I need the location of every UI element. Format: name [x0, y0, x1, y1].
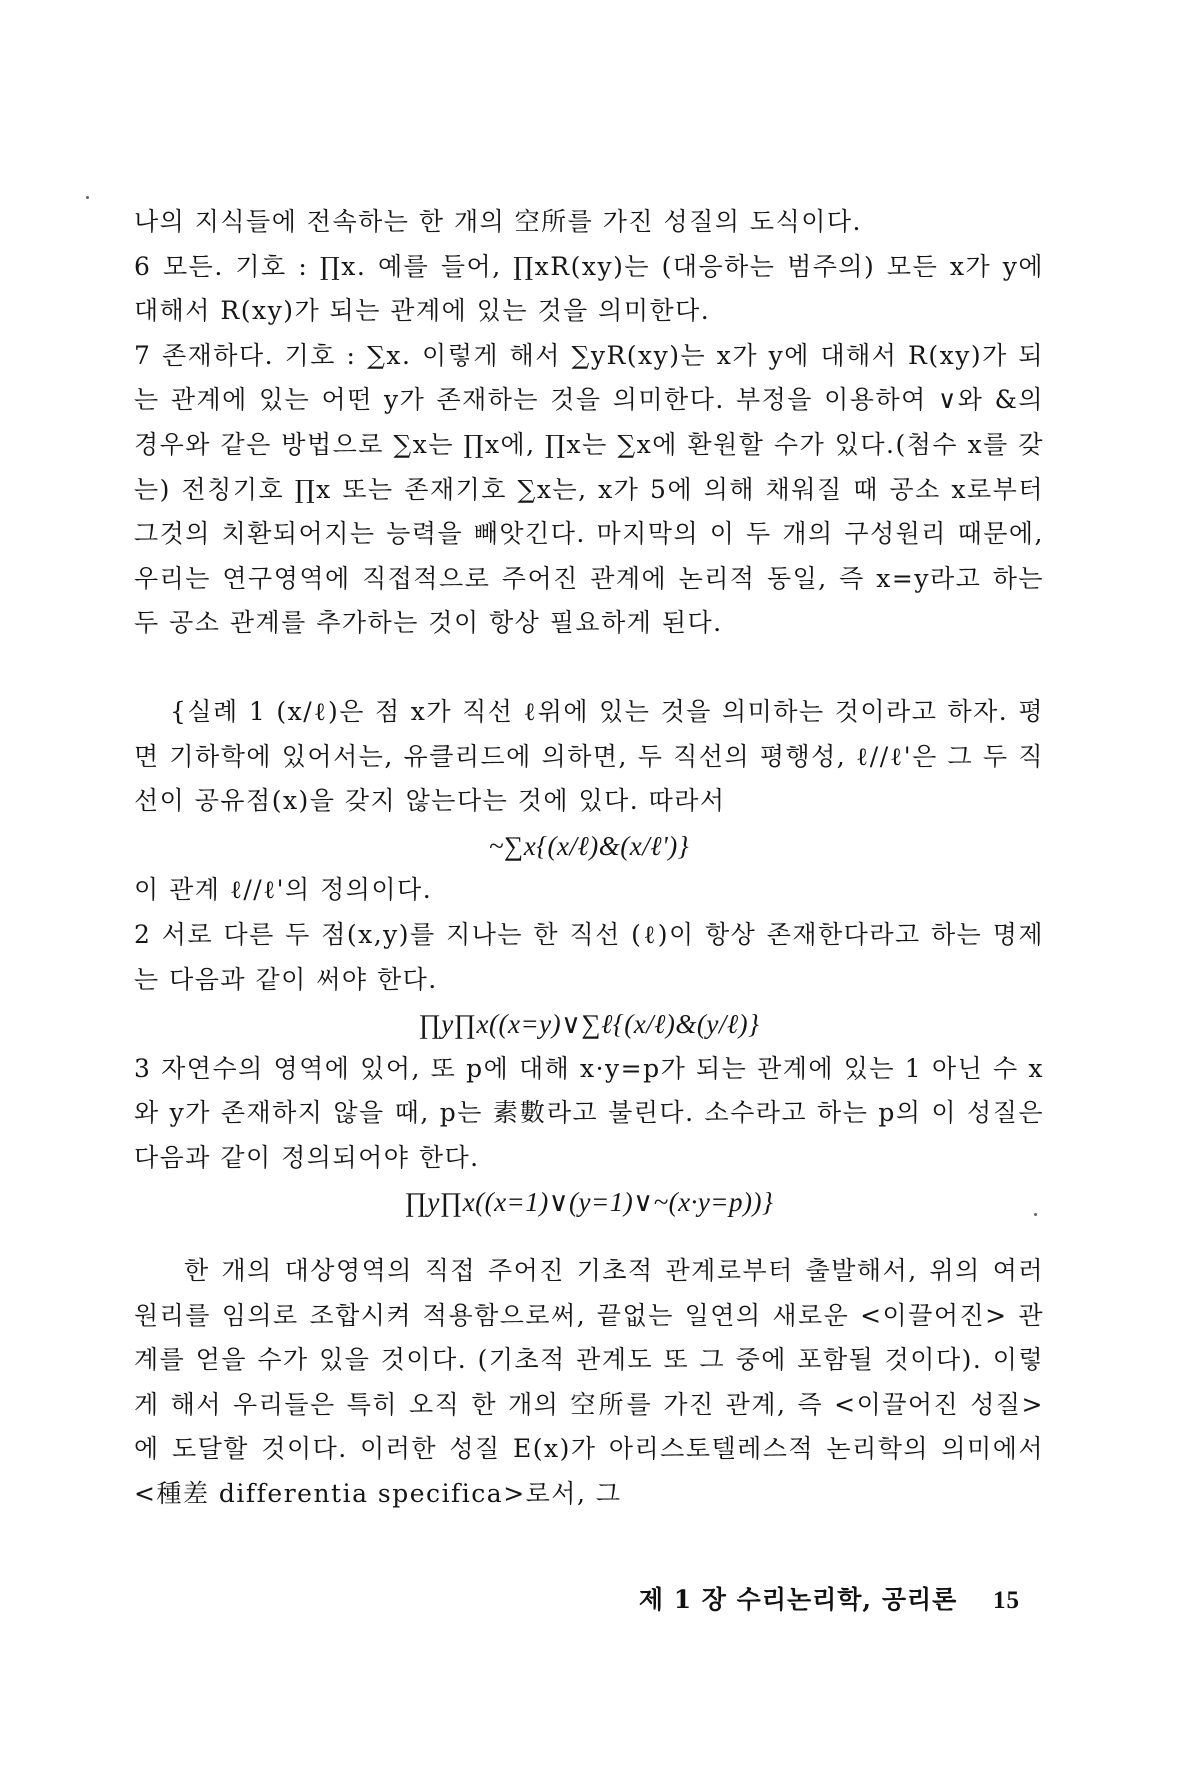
scan-speck — [1034, 1213, 1037, 1216]
formula-prime: ∏y∏x((x=1)∨(y=1)∨~(x·y=p))} — [404, 1187, 774, 1218]
page-number: 15 — [993, 1587, 1020, 1614]
body-text — [134, 200, 1044, 1517]
closing-paragraph: 한 개의 대상영역의 직접 주어진 기초적 관계로부터 출발해서, 위의 여러 원리를 임의로 조합시켜 적용함으로써, 끝없는 일연의 새로운 <이끌어진> 관계를 얻을 수가 있을 것이다. (기초적 관계도 또 그 중에 포함될 것이다). 이렇게 해서 우리들은 특히 오직 한 개의 空所를 가진 관계, 즉 <이끌어진 성질>에 도달할 것이다. 이러한 성질 E(x)가 아리스토텔레스적 논리학의 의미에서 <種差 differentia specifica>로서, 그 — [134, 1256, 1044, 1509]
paragraph-7-exists: 7 존재하다. 기호 : ∑x. 이렇게 해서 ∑yR(xy)는 x가 y에 대해서 R(xy)가 되는 관계에 있는 어떤 y가 존재하는 것을 의미한다. 부정을 이용하여 ∨와 &의 경우와 같은 방법으로 ∑x는 ∏x에, ∏x는 ∑x에 환원할 수가 있다.(첨수 x를 갖는) 전칭기호 ∏x 또는 존재기호 ∑x는, x가 5에 의해 채워질 때 공소 x로부터 그것의 치환되어지는 능력을 빼앗긴다. 마지막의 이 두 개의 구성원리 때문에, 우리는 연구영역에 직접적으로 주어진 관계에 논리적 동일, 즉 x=y라고 하는 두 공소 관계를 추가하는 것이 항상 필요하게 된다. — [134, 340, 1044, 638]
formula-parallel: ~∑x{(x/ℓ)&(x/ℓ')} — [488, 830, 690, 861]
page-footer — [600, 1580, 1020, 1616]
chapter-title: 제 1 장 수리논리학, 공리론 — [638, 1585, 958, 1614]
paragraph-6-all: 6 모든. 기호 : ∏x. 예를 들어, ∏xR(xy)는 (대응하는 범주의) 모든 x가 y에 대해서 R(xy)가 되는 관계에 있는 것을 의미한다. — [134, 251, 1044, 326]
example-1-conclusion: 이 관계 ℓ//ℓ'의 정의이다. — [134, 875, 433, 905]
scan-speck — [86, 196, 89, 199]
example-2-paragraph: 2 서로 다른 두 점(x,y)를 지나는 한 직선 (ℓ)이 항상 존재한다라고 하는 명제는 다음과 같이 써야 한다. — [134, 919, 1044, 994]
example-3-paragraph: 3 자연수의 영역에 있어, 또 p에 대해 x·y=p가 되는 관계에 있는 1 아닌 수 x와 y가 존재하지 않을 때, p는 素數라고 불린다. 소수라고 하는 p의 이 성질은 다음과 같이 정의되어야 한다. — [134, 1053, 1044, 1172]
formula-line-existence: ∏y∏x((x=y)∨∑ℓ{(x/ℓ)&(y/ℓ)} — [418, 1009, 760, 1040]
paragraph-continuation: 나의 지식들에 전속하는 한 개의 空所를 가진 성질의 도식이다. — [134, 207, 862, 236]
example-1-paragraph: {실례 1 (x/ℓ)은 점 x가 직선 ℓ위에 있는 것을 의미하는 것이라고 하자. 평면 기하학에 있어서는, 유클리드에 의하면, 두 직선의 평행성, ℓ//ℓ'은 그 두 직선이 공유점(x)을 갖지 않는다는 것에 있다. 따라서 — [134, 696, 1044, 816]
